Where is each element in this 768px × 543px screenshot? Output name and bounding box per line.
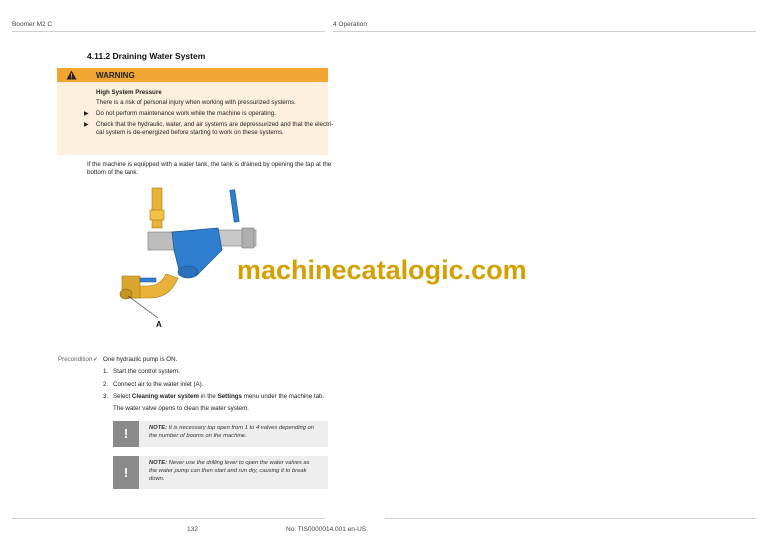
step-3-result: The water valve opens to clean the water system.: [113, 405, 249, 412]
note-1-line-1: NOTE: It is necessary top open from 1 to 4 valves depending on: [149, 425, 314, 431]
footer-divider-left: [12, 518, 325, 519]
step-number: 2.: [103, 381, 109, 388]
document-number: No: TIS0000014.001 en-US: [286, 526, 367, 533]
warning-bullet-2-cont: cal system is de-energized before starting to work on these systems.: [96, 129, 284, 136]
warning-text: There is a risk of personal injury when working with pressurized systems.: [96, 99, 296, 106]
page-number: 132: [187, 526, 198, 533]
intro-line-1: If the machine is equipped with a water tank, the tank is drained by opening the tap at the: [87, 161, 332, 168]
figure-callout-a: A: [156, 320, 162, 329]
intro-line-2: bottom of the tank.: [87, 169, 139, 176]
step-1-text: Start the control system.: [113, 368, 180, 375]
header-divider-right: [333, 31, 756, 32]
note-1-line-2: the number of booms on the machine.: [149, 433, 247, 439]
step-3-mid: in the: [198, 393, 218, 400]
step-3-bold-menu-item: Cleaning water system: [131, 393, 199, 400]
exclamation-icon: !: [113, 456, 139, 489]
exclamation-icon: !: [113, 421, 139, 447]
warning-heading: High System Pressure: [96, 89, 162, 96]
header-chapter: 4 Operation: [333, 21, 367, 28]
note-2-line-1: NOTE: Never use the drilling lever to open the water valves as: [149, 460, 310, 466]
step-3-text: [113, 393, 324, 401]
header-divider-left: [12, 31, 325, 32]
note-2-line-3: down.: [149, 476, 165, 482]
precondition-label: Precondition: [58, 356, 93, 363]
note-2-line-2: the water pump can then start and run dry, causing it to break: [149, 468, 307, 474]
step-3-post: menu under the machine tab.: [241, 393, 325, 400]
step-number: 1.: [103, 368, 109, 375]
warning-bullet-1: Do not perform maintenance work while the machine is operating.: [96, 110, 276, 117]
warning-label: WARNING: [96, 71, 135, 80]
warning-icon: [66, 70, 77, 80]
step-3-pre: Select: [113, 393, 132, 400]
warning-bullet-2: Check that the hydraulic, water, and air systems are depressurized and that the electri-: [96, 121, 334, 128]
bullet-arrow-icon: ▶: [84, 122, 89, 128]
watermark: machinecatalogic.com: [237, 255, 527, 285]
header-document-title: Boomer M2 C: [12, 21, 53, 28]
check-icon: ✓: [93, 356, 99, 363]
step-number: 3.: [103, 393, 109, 400]
step-3-bold-settings: Settings: [217, 393, 242, 400]
bullet-arrow-icon: ▶: [84, 111, 89, 117]
precondition-text: One hydraulic pump is ON.: [103, 356, 178, 363]
step-2-text: Connect air to the water inlet (A).: [113, 381, 204, 388]
footer-divider-right: [385, 518, 756, 519]
section-title: 4.11.2 Draining Water System: [87, 51, 206, 61]
